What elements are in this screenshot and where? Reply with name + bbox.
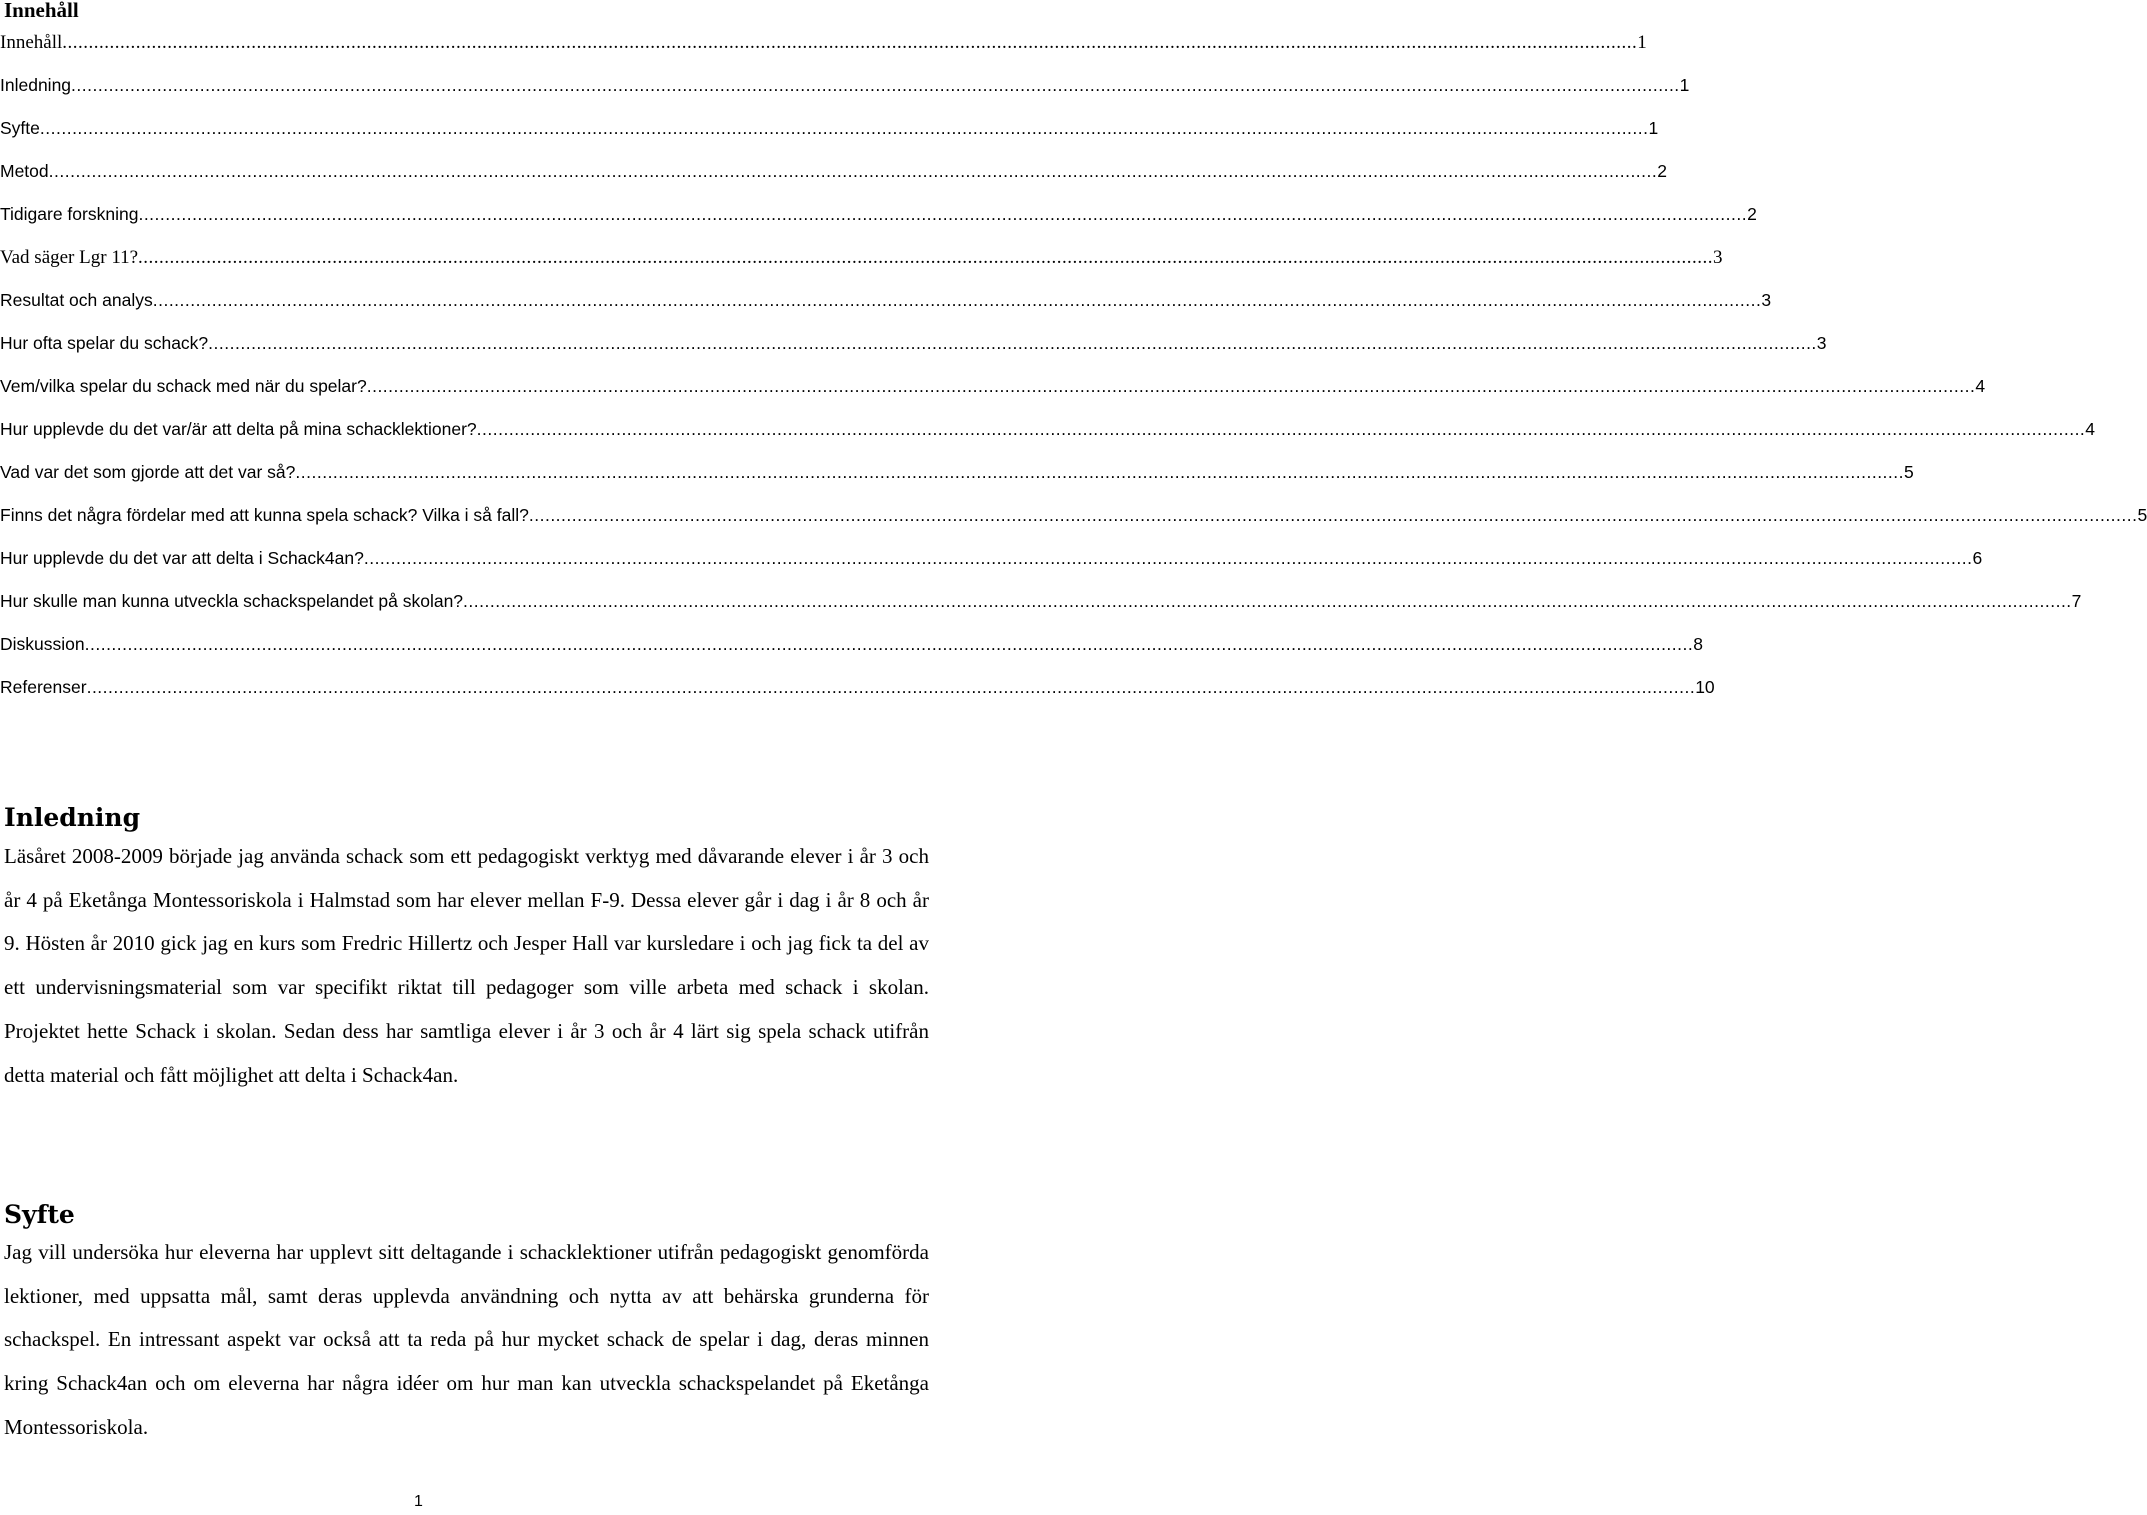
toc-entry[interactable] — [0, 118, 1659, 148]
toc-entry[interactable] — [0, 32, 1647, 62]
toc-entry-page: 3 — [1761, 290, 1772, 310]
toc-leader-dots: ............................................................................................................................................................................................................................................................................................................ — [463, 591, 2072, 611]
toc-leader-dots: ............................................................................................................................................................................................................................................................................................................ — [71, 75, 1680, 95]
section-heading-syfte: Syfte — [4, 1200, 75, 1229]
toc-entry-text: Hur skulle man kunna utveckla schackspelandet på skolan? — [0, 591, 464, 611]
toc-entry-text: Vem/vilka spelar du schack med när du spelar? — [0, 376, 367, 396]
toc-entry-text: Finns det några fördelar med att kunna spela schack? Vilka i så fall? — [0, 505, 529, 525]
toc-entry[interactable] — [0, 462, 1914, 492]
toc-entry[interactable] — [0, 333, 1827, 363]
toc-leader-dots: ............................................................................................................................................................................................................................................................................................................ — [363, 548, 1973, 568]
toc-entry-text: Hur ofta spelar du schack? — [0, 333, 209, 353]
toc-entry-text: Resultat och analys — [0, 290, 153, 310]
toc-entry[interactable] — [0, 548, 1983, 578]
toc-entry-page: 1 — [1679, 75, 1690, 95]
toc-entry-page: 2 — [1657, 161, 1667, 181]
toc-entry[interactable] — [0, 634, 1703, 664]
toc-leader-dots: ............................................................................................................................................................................................................................................................................................................ — [138, 204, 1748, 224]
toc-leader-dots: ............................................................................................................................................................................................................................................................................................................ — [39, 118, 1649, 138]
toc-entry-page: 8 — [1693, 634, 1703, 654]
toc-entry[interactable] — [0, 591, 2082, 621]
toc-leader-dots: ............................................................................................................................................................................................................................................................................................................ — [84, 634, 1694, 654]
toc-entry-page: 10 — [1695, 677, 1715, 697]
toc-leader-dots: ............................................................................................................................................................................................................................................................................................................ — [86, 677, 1696, 697]
toc-entry-text: Hur upplevde du det var/är att delta på mina schacklektioner? — [0, 419, 477, 439]
toc-entry-text: Tidigare forskning — [0, 204, 139, 224]
toc-entry[interactable] — [0, 75, 1690, 105]
toc-entry-text: Inledning — [0, 75, 72, 95]
toc-leader-dots: ............................................................................................................................................................................................................................................................................................................ — [528, 505, 2138, 525]
section-heading-inledning: Inledning — [4, 803, 141, 832]
toc-entry[interactable] — [0, 505, 2147, 535]
toc-entry-text: Referenser — [0, 677, 87, 697]
toc-entry[interactable] — [0, 419, 2096, 449]
toc-entry-page: 2 — [1747, 204, 1757, 224]
toc-entry[interactable] — [0, 204, 1757, 234]
toc-leader-dots: ............................................................................................................................................................................................................................................................................................................ — [152, 290, 1762, 310]
toc-entry-text: Vad var det som gjorde att det var så? — [0, 462, 296, 482]
toc-entry-page: 4 — [1975, 376, 1986, 396]
toc-entry-text: Vad säger Lgr 11? — [0, 247, 139, 268]
toc-entry[interactable] — [0, 290, 1772, 320]
toc-entry[interactable] — [0, 677, 1715, 707]
toc-entry-page: 5 — [2137, 505, 2147, 525]
toc-entry-text: Hur upplevde du det var att delta i Schack4an? — [0, 548, 364, 568]
toc-entry-text: Diskussion — [0, 634, 85, 654]
toc-leader-dots: ............................................................................................................................................................................................................................................................................................................ — [62, 32, 1638, 53]
toc-entry-page: 6 — [1972, 548, 1983, 568]
toc-entry-page: 4 — [2085, 419, 2096, 439]
toc-entry-page: 3 — [1713, 247, 1723, 268]
inledning-paragraph: Läsåret 2008-2009 började jag använda schack som ett pedagogiskt verktyg med dåvarande elever i år 3 och år 4 på Eketånga Montessoriskola i Halmstad som har elever mellan F-9. Dessa elever går i dag i år 8 och år 9. Hösten år 2010 gick jag en kurs som Fredric Hillertz och Jesper Hall var kursledare i och jag fick ta del av ett undervisningsmaterial som var specifikt riktat till pedagoger som ville arbeta med schack i skolan. Projektet hette Schack i skolan. Sedan dess har samtliga elever i år 3 och år 4 lärt sig spela schack utifrån detta material och fått möjlighet att delta i Schack4an. — [4, 844, 929, 1087]
page-number: 1 — [414, 1493, 423, 1510]
toc-leader-dots: ............................................................................................................................................................................................................................................................................................................ — [48, 161, 1658, 181]
toc-leader-dots: ............................................................................................................................................................................................................................................................................................................ — [295, 462, 1905, 482]
toc-heading: Innehåll — [4, 0, 79, 22]
toc-entry-text: Syfte — [0, 118, 40, 138]
toc-entry-page: 1 — [1648, 118, 1659, 138]
toc-entry-text: Metod — [0, 161, 49, 181]
toc-leader-dots: ............................................................................................................................................................................................................................................................................................................ — [476, 419, 2086, 439]
toc-leader-dots: ............................................................................................................................................................................................................................................................................................................ — [208, 333, 1817, 353]
toc-entry-page: 5 — [1904, 462, 1914, 482]
toc-entry[interactable] — [0, 247, 1723, 277]
toc-leader-dots: ............................................................................................................................................................................................................................................................................................................ — [366, 376, 1976, 396]
toc-entry-text: Innehåll — [0, 32, 63, 53]
toc-leader-dots: ............................................................................................................................................................................................................................................................................................................ — [138, 247, 1714, 268]
toc-entry[interactable] — [0, 376, 1986, 406]
toc-entry-page: 7 — [2071, 591, 2082, 611]
toc-entry-page: 1 — [1637, 32, 1647, 53]
syfte-paragraph: Jag vill undersöka hur eleverna har upplevt sitt deltagande i schacklektioner utifrån pedagogiskt genomförda lektioner, med uppsatta mål, samt deras upplevda användning och nytta av att behärska grunderna för schackspel. En intressant aspekt var också att ta reda på hur mycket schack de spelar i dag, deras minnen kring Schack4an och om eleverna har några idéer om hur man kan utveckla schackspelandet på Eketånga Montessoriskola. — [4, 1240, 929, 1439]
toc-entry[interactable] — [0, 161, 1667, 191]
toc-entry-page: 3 — [1816, 333, 1827, 353]
